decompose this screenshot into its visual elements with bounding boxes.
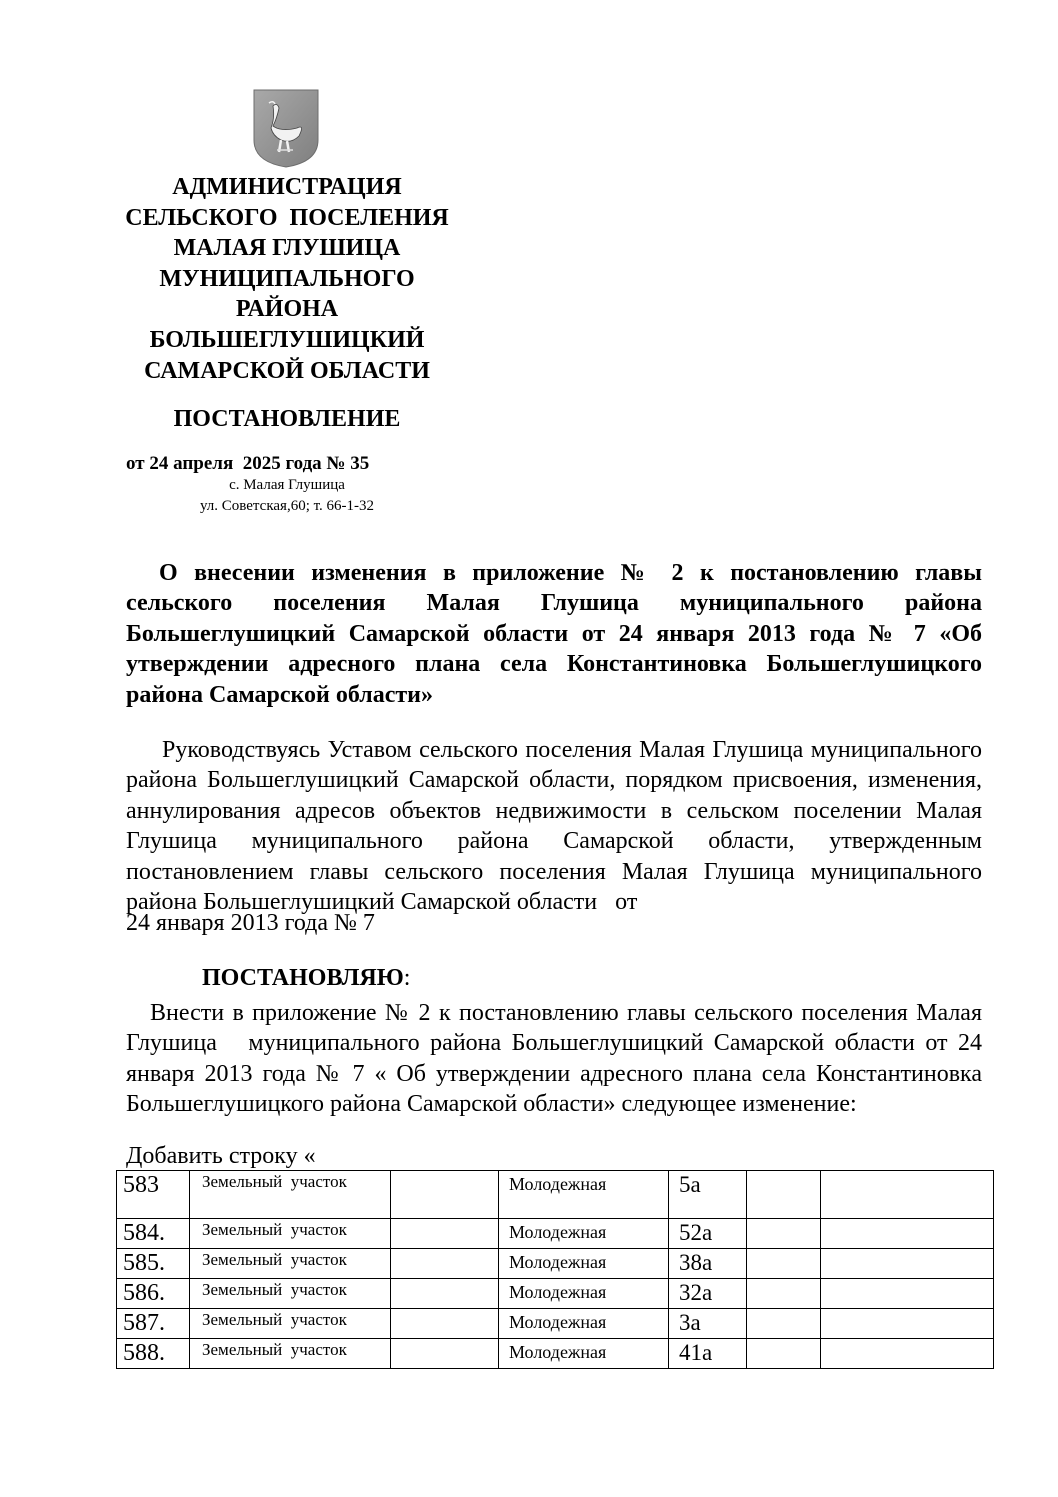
empty-cell [391, 1339, 499, 1369]
empty-cell [821, 1171, 994, 1219]
house-number: 3а [669, 1309, 747, 1339]
table-row [117, 1249, 994, 1279]
row-number: 587. [117, 1309, 190, 1339]
empty-cell [391, 1309, 499, 1339]
house-number: 52а [669, 1219, 747, 1249]
row-number: 586. [117, 1279, 190, 1309]
street-name: Молодежная [499, 1249, 669, 1279]
row-number: 588. [117, 1339, 190, 1369]
org-line: МУНИЦИПАЛЬНОГО [159, 265, 415, 292]
organization-title [100, 172, 474, 386]
empty-cell [391, 1219, 499, 1249]
empty-cell [747, 1339, 821, 1369]
empty-cell [391, 1279, 499, 1309]
basis-paragraph [126, 735, 988, 917]
empty-cell [747, 1249, 821, 1279]
object-type: Земельный участок [190, 1249, 391, 1279]
org-line: АДМИНИСТРАЦИЯ [172, 174, 402, 200]
table-row [117, 1309, 994, 1339]
table-row [117, 1171, 994, 1219]
organization-address: ул. Советская,60; т. 66-1-32 [199, 498, 375, 514]
document-place: с. Малая Глушица [229, 477, 345, 493]
object-type: Земельный участок [190, 1219, 391, 1249]
house-number: 32а [669, 1279, 747, 1309]
empty-cell [821, 1309, 994, 1339]
empty-cell [747, 1171, 821, 1219]
empty-cell [747, 1219, 821, 1249]
object-type: Земельный участок [190, 1309, 391, 1339]
document-subject [126, 558, 982, 710]
row-number: 583 [117, 1171, 190, 1219]
order-text: Внести в приложение № 2 к постановлению главы сельского поселения Малая Глушица муниципального района Большеглушицкий Самарской области от 24 января 2013 года № 7 « Об утверждении адресного плана села Константиновка Большеглушицкого района Самарской области» следующее изменение: [126, 1000, 988, 1118]
resolve-heading [202, 965, 410, 992]
empty-cell [821, 1249, 994, 1279]
subject-text: О внесении изменения в приложение № 2 к постановлению главы сельского поселения Малая Глушица муниципального района Большеглушицкий Самарской области от 24 января 2013 года № 7 «Об утверждении адресного плана села Константиновка Большеглушицкого района Самарской области» [126, 560, 982, 708]
house-number: 38а [669, 1249, 747, 1279]
house-number: 41а [669, 1339, 747, 1369]
street-name: Молодежная [499, 1309, 669, 1339]
house-number: 5а [669, 1171, 747, 1219]
object-type: Земельный участок [190, 1339, 391, 1369]
empty-cell [391, 1171, 499, 1219]
row-number: 584. [117, 1219, 190, 1249]
org-line: САМАРСКОЙ ОБЛАСТИ [144, 357, 430, 384]
street-name: Молодежная [499, 1171, 669, 1219]
order-paragraph [126, 998, 988, 1120]
basis-text: Руководствуясь Уставом сельского поселения Малая Глушица муниципального района Большеглушицкий Самарской области, порядком присвоения, изменения, аннулирования адресов объектов недвижимости в сельском поселении Малая Глушица муниципального района Самарской области, утвержденным постановлением главы сельского поселения Малая Глушица муниципального района Большеглушицкий Самарской области от [126, 737, 988, 916]
table-row [117, 1279, 994, 1309]
empty-cell [747, 1279, 821, 1309]
org-line: РАЙОНА [235, 296, 339, 323]
document-date-number: от 24 апреля 2025 года № 35 [126, 453, 370, 474]
empty-cell [821, 1279, 994, 1309]
org-line: СЕЛЬСКОГО ПОСЕЛЕНИЯ [125, 204, 449, 231]
street-name: Молодежная [499, 1219, 669, 1249]
empty-cell [821, 1339, 994, 1369]
object-type: Земельный участок [190, 1171, 391, 1219]
row-number: 585. [117, 1249, 190, 1279]
address-table [116, 1170, 994, 1369]
street-name: Молодежная [499, 1339, 669, 1369]
bustard-coat-of-arms-icon [251, 88, 321, 168]
document-type: ПОСТАНОВЛЕНИЕ [173, 406, 401, 432]
object-type: Земельный участок [190, 1279, 391, 1309]
street-name: Молодежная [499, 1279, 669, 1309]
add-row-label: Добавить строку « [126, 1143, 316, 1169]
table-row [117, 1339, 994, 1369]
org-line: МАЛАЯ ГЛУШИЦА [173, 235, 401, 262]
org-line: БОЛЬШЕГЛУШИЦКИЙ [149, 326, 425, 353]
empty-cell [821, 1219, 994, 1249]
resolve-word: ПОСТАНОВЛЯЮ [202, 965, 404, 991]
basis-last-line: 24 января 2013 года № 7 [126, 910, 375, 936]
empty-cell [747, 1309, 821, 1339]
table-row [117, 1219, 994, 1249]
resolve-colon: : [403, 965, 411, 991]
empty-cell [391, 1249, 499, 1279]
